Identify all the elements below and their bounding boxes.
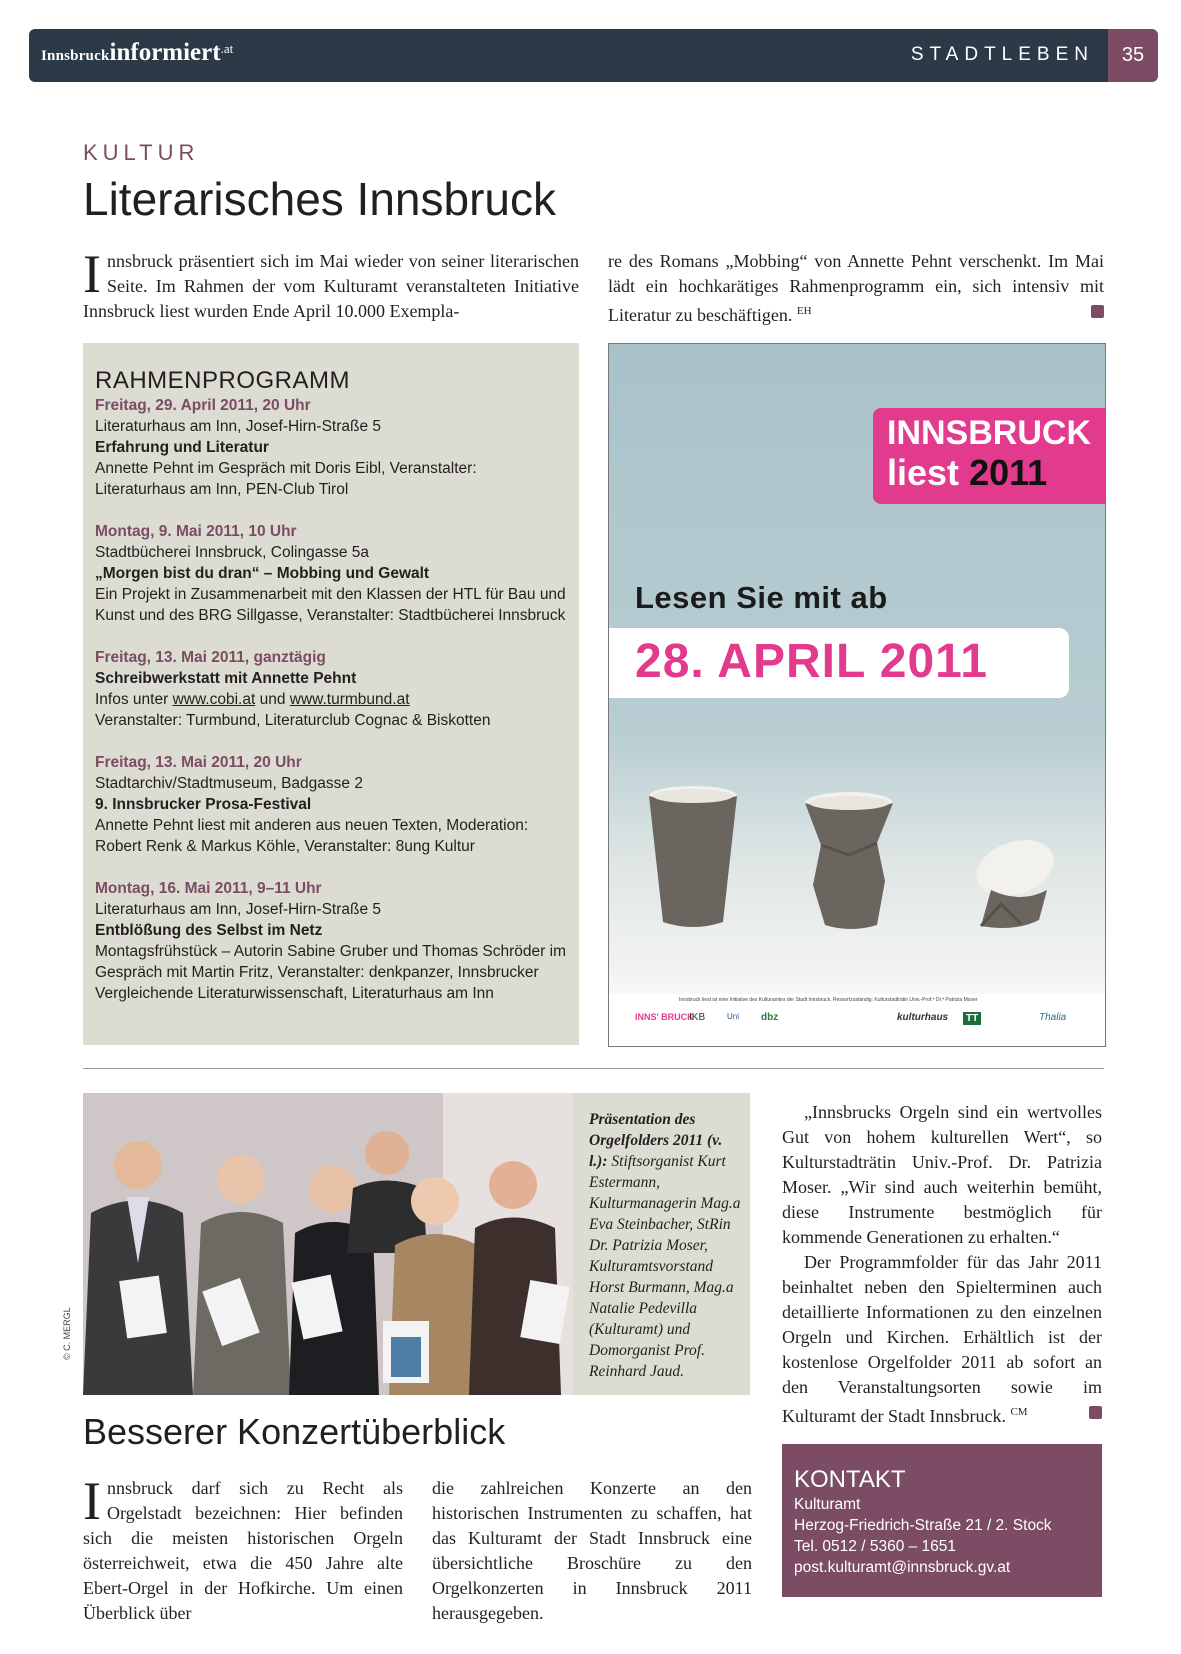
cup-crumpled-icon bbox=[799, 789, 899, 934]
event-venue: Literaturhaus am Inn, Josef-Hirn-Straße 5 bbox=[95, 901, 382, 918]
drop-cap: I bbox=[83, 244, 101, 304]
quote-paragraph: „Innsbrucks Orgeln sind ein wertvolles Gut von hohem kulturellen Wert“, so Kulturstadträtin Univ.-Prof. Dr. Patrizia Moser. „Wir sind auch weiterhin bemüht, diese Instrumente bestmöglich für kommende Generationen zu erhalten.“ bbox=[782, 1102, 1102, 1247]
poster-image bbox=[608, 343, 1106, 1047]
section-title: STADTLEBEN bbox=[910, 44, 1094, 65]
poster-brand-badge: INNSBRUCK liest 2011 bbox=[873, 408, 1105, 504]
drop-cap: I bbox=[83, 1471, 101, 1531]
poster-date-banner: 28. APRIL 2011 bbox=[609, 628, 1069, 698]
event-info: Infos unter www.cobi.at und www.turmbund.at bbox=[95, 691, 410, 708]
event-date: Montag, 16. Mai 2011, 9–11 Uhr bbox=[95, 880, 322, 897]
photo-caption: Präsentation des Orgelfolders 2011 (v. l.): Stiftsorganist Kurt Estermann, Kulturmanagerin Mag.a Eva Steinbacher, StRin Dr. Patrizia Moser, Kulturamtsvorstand Horst Burmann, Mag.a Natalie Pedevilla (Kulturamt) und Domorganist Prof. Reinhard Jaud. bbox=[573, 1093, 750, 1395]
event-description: Veranstalter: Turmbund, Literaturclub Cognac & Biskotten bbox=[95, 712, 491, 729]
page-number: 35 bbox=[1108, 29, 1158, 82]
contact-box bbox=[782, 1444, 1102, 1597]
program-event bbox=[95, 395, 571, 500]
poster-tagline: Lesen Sie mit ab bbox=[635, 580, 888, 615]
event-title: Schreibwerkstatt mit Annette Pehnt bbox=[95, 670, 357, 687]
event-date: Freitag, 29. April 2011, 20 Uhr bbox=[95, 397, 311, 414]
cup-flattened-icon bbox=[951, 834, 1061, 934]
end-mark bbox=[1091, 305, 1104, 318]
author-initials: EH bbox=[796, 305, 812, 317]
contact-email[interactable]: post.kulturamt@innsbruck.gv.at bbox=[794, 1559, 1011, 1576]
group-photo-illustration bbox=[83, 1093, 573, 1395]
quote-column bbox=[782, 1100, 1102, 1429]
article-headline: Besserer Konzertüberblick bbox=[83, 1411, 506, 1452]
logo-kulturhaus: kulturhaus bbox=[897, 1012, 949, 1023]
logo-uni: Uni bbox=[727, 1012, 740, 1021]
brand-logo: Innsbruckinformiert$^{.at}$ bbox=[41, 39, 234, 66]
event-date: Freitag, 13. Mai 2011, 20 Uhr bbox=[95, 754, 302, 771]
program-event bbox=[95, 878, 571, 1004]
contact-title: KONTAKT bbox=[794, 1466, 906, 1493]
poster-fineprint: Innsbruck liest ist eine Initiative des Kulturamtes der Stadt Innsbruck. Ressortzuständig: Kulturstadträtin Univ.-Prof.ª Dr.ª Patrizia Moser bbox=[679, 997, 978, 1003]
event-description: Ein Projekt in Zusammenarbeit mit den Klassen der HTL für Bau und Kunst und des BRG Sillgasse, Veranstalter: Stadtbücherei Innsbruck bbox=[95, 586, 566, 624]
logo-ikb: IKB bbox=[689, 1012, 706, 1023]
intro-right-column: re des Romans „Mobbing“ von Annette Pehnt verschenkt. Im Mai lädt ein hochkarätiges Rahmenprogramm ein, sich intensiv mit Literatur zu beschäftigen. $^{EH}$ bbox=[608, 251, 1104, 325]
program-event bbox=[95, 647, 571, 731]
kicker: KULTUR bbox=[83, 140, 200, 165]
end-mark bbox=[1089, 1406, 1102, 1419]
logo-dbz: dbz bbox=[761, 1012, 779, 1023]
event-description: Montagsfrühstück – Autorin Sabine Gruber und Thomas Schröder im Gespräch mit Martin Fritz, Veranstalter: denkpanzer, Innsbrucker Vergleichende Literaturwissenschaft, Literaturhaus am Inn bbox=[95, 943, 566, 1002]
event-title: Entblößung des Selbst im Netz bbox=[95, 922, 323, 939]
link-cobi[interactable]: www.cobi.at bbox=[172, 691, 256, 708]
section-divider bbox=[83, 1068, 1104, 1069]
event-venue: Stadtbücherei Innsbruck, Colingasse 5a bbox=[95, 544, 369, 561]
program-event bbox=[95, 752, 571, 857]
program-box bbox=[83, 343, 579, 1045]
contact-org: Kulturamt bbox=[794, 1496, 861, 1513]
logo-tt: TT bbox=[963, 1012, 981, 1025]
article-column-2: die zahlreichen Konzerte an den historischen Instrumenten zu schaffen, hat das Kulturamt der Stadt Innsbruck eine übersichtliche Broschüre zu den Orgelkonzerten in Innsbruck 2011 herausgegeben. bbox=[432, 1478, 752, 1623]
poster-footer bbox=[609, 994, 1105, 1046]
event-venue: Literaturhaus am Inn, Josef-Hirn-Straße 5 bbox=[95, 418, 382, 435]
program-event bbox=[95, 521, 571, 626]
contact-phone[interactable]: Tel. 0512 / 5360 – 1651 bbox=[794, 1538, 957, 1555]
event-venue: Stadtarchiv/Stadtmuseum, Badgasse 2 bbox=[95, 775, 363, 792]
event-title: Erfahrung und Literatur bbox=[95, 439, 269, 456]
event-title: 9. Innsbrucker Prosa-Festival bbox=[95, 796, 312, 813]
info-paragraph: Der Programmfolder für das Jahr 2011 beinhaltet neben den Spielterminen auch detaillierte Informationen zu den einzelnen Orgeln und Kirchen. Erhältlich ist der kostenlose Orgelfolder 2011 ab sofort an den Veranstaltungsorten sowie im Kulturamt der Stadt Innsbruck. $^{CM}$ bbox=[782, 1252, 1102, 1426]
cup-upright-icon bbox=[645, 784, 741, 934]
photo-credit: © C. MERGL bbox=[62, 1307, 72, 1360]
logo-thalia: Thalia bbox=[1039, 1012, 1067, 1023]
event-title: „Morgen bist du dran“ – Mobbing und Gewalt bbox=[95, 565, 430, 582]
program-title: RAHMENPROGRAMM bbox=[95, 367, 351, 394]
logo-innsbruck: INNS' BRUCK bbox=[635, 1012, 694, 1022]
event-description: Annette Pehnt liest mit anderen aus neuen Texten, Moderation: Robert Renk & Markus Köhle, Veranstalter: 8ung Kultur bbox=[95, 817, 529, 855]
group-photo bbox=[83, 1093, 573, 1395]
event-date: Freitag, 13. Mai 2011, ganztägig bbox=[95, 649, 326, 666]
event-description: Annette Pehnt im Gespräch mit Doris Eibl, Veranstalter: Literaturhaus am Inn, PEN-Club Tirol bbox=[95, 460, 477, 498]
page-header bbox=[29, 29, 1108, 82]
event-date: Montag, 9. Mai 2011, 10 Uhr bbox=[95, 523, 297, 540]
link-turmbund[interactable]: www.turmbund.at bbox=[289, 691, 410, 708]
author-initials: CM bbox=[1010, 1406, 1028, 1418]
intro-left-column: Innsbruck präsentiert sich im Mai wieder von seiner literarischen Seite. Im Rahmen der vom Kulturamt veranstalteten Initiative Innsbruck liest wurden Ende April 10.000 Exempla- bbox=[83, 244, 579, 321]
article-column-1: Innsbruck darf sich zu Recht als Orgelstadt bezeichnen: Hier befinden sich die meisten historischen Orgeln österreichweit, etwa die 450 Jahre alte Ebert-Orgel in der Hofkirche. Um einen Überblick über bbox=[83, 1471, 403, 1623]
headline: Literarisches Innsbruck bbox=[83, 173, 556, 225]
contact-address: Herzog-Friedrich-Straße 21 / 2. Stock bbox=[794, 1517, 1052, 1534]
